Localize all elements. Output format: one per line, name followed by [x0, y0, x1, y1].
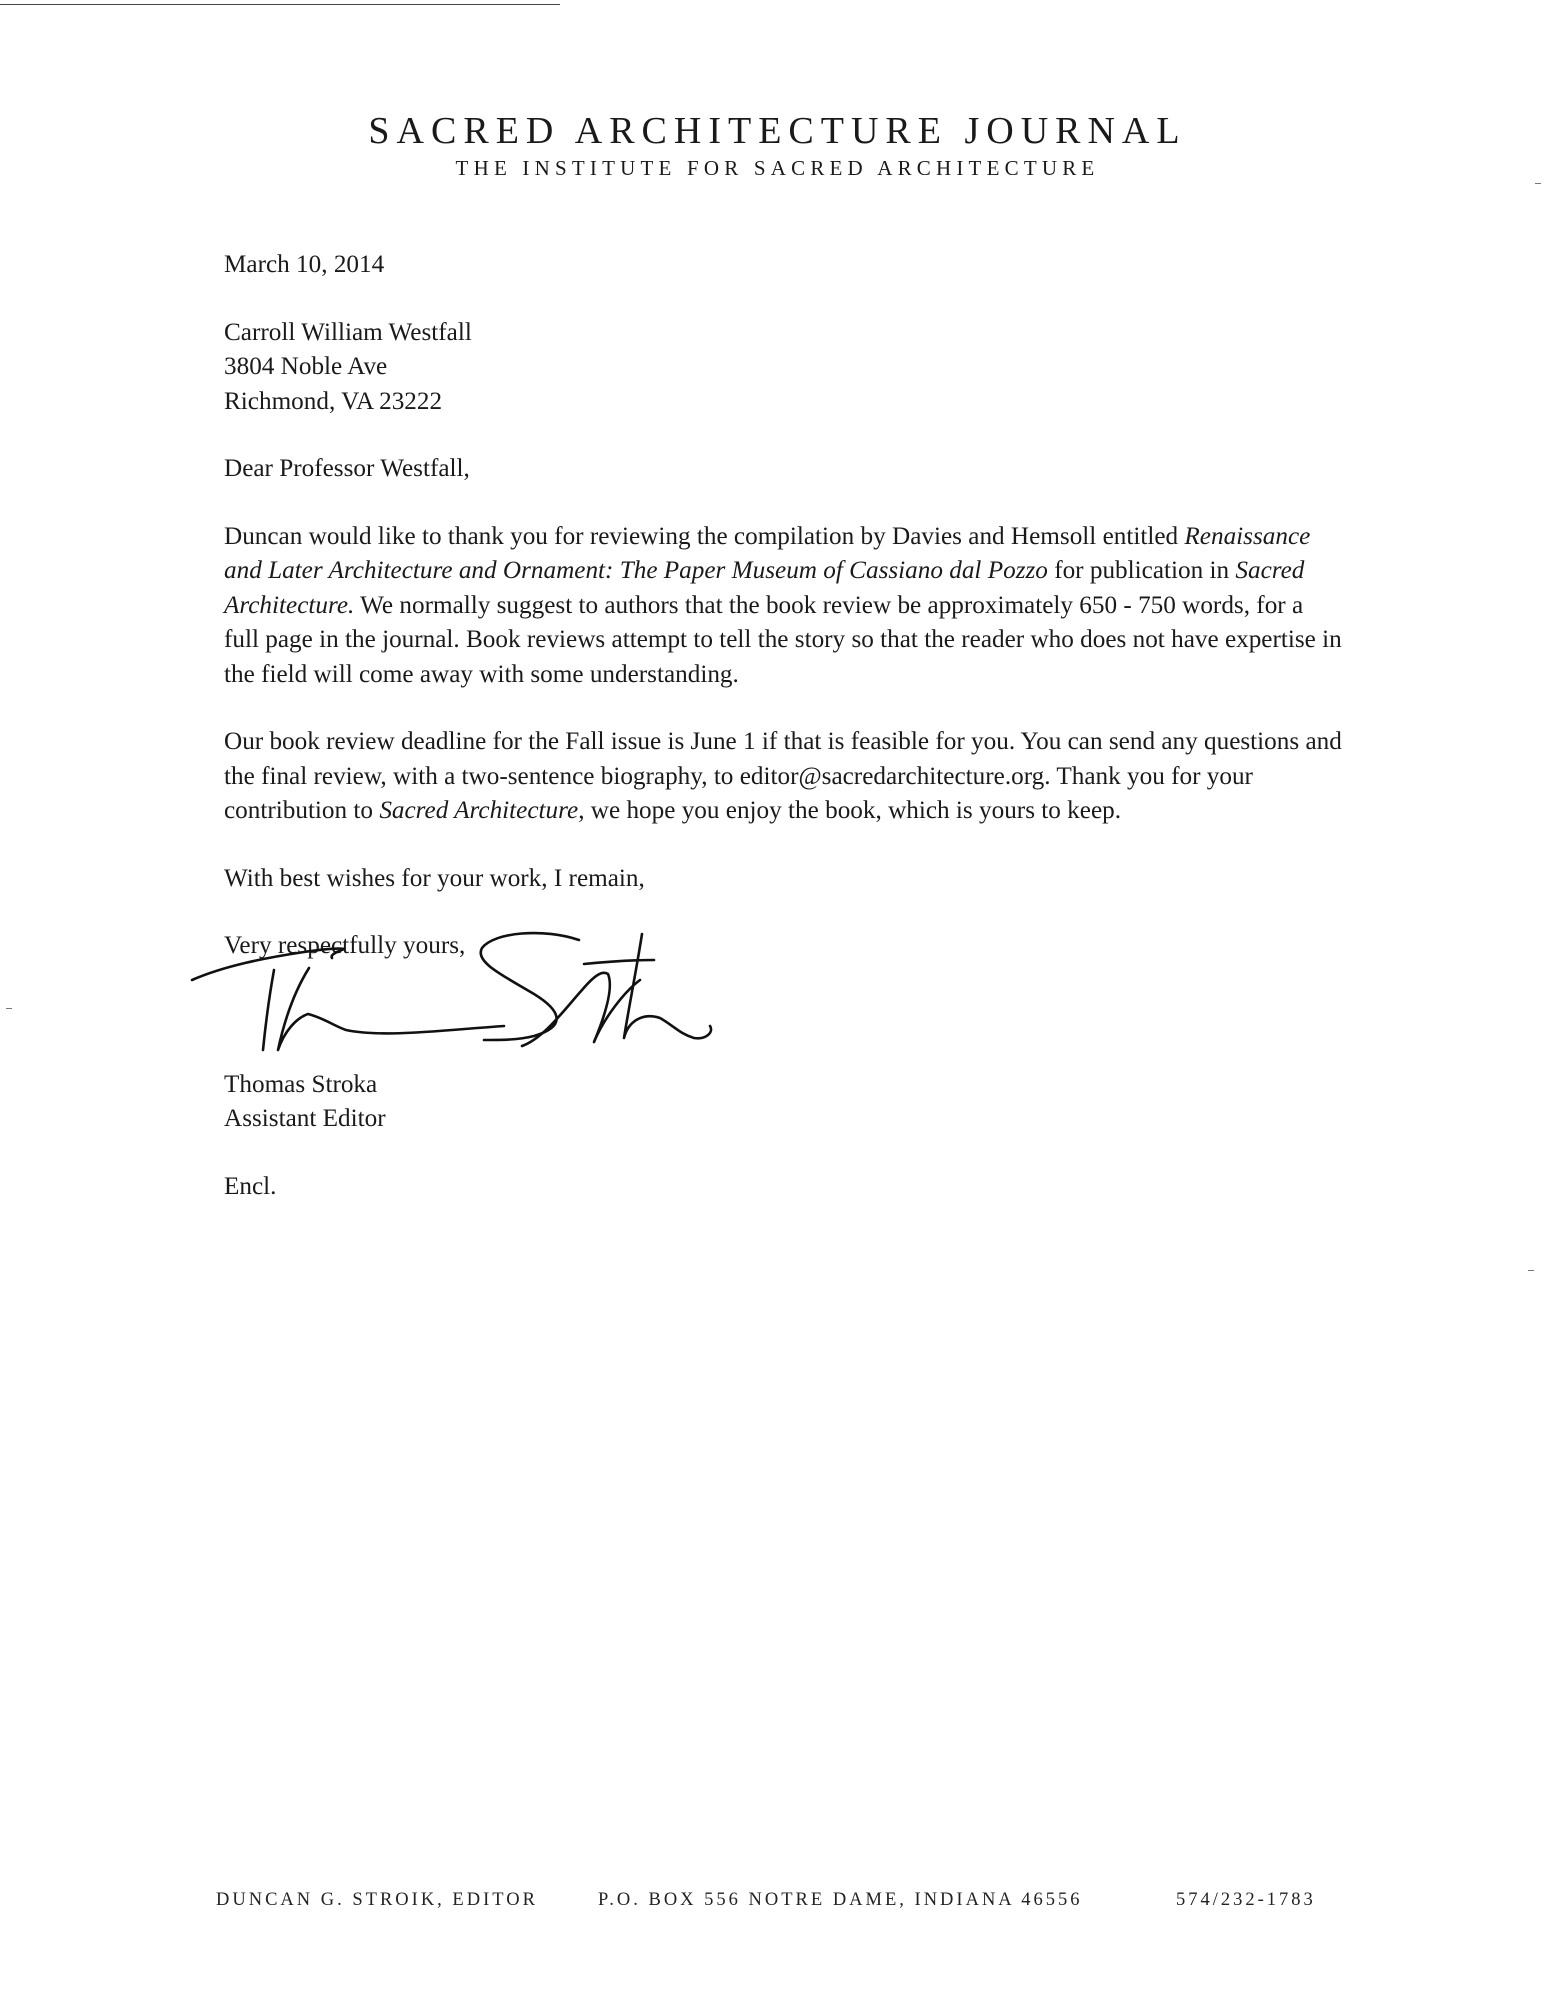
recipient-street: 3804 Noble Ave — [224, 353, 388, 380]
scan-mark — [1535, 183, 1541, 184]
paragraph-1-mid: for publication in — [1047, 557, 1236, 584]
paragraph-2-text-a: Our book review deadline for the Fall issue is June 1 if that is feasible for you. You can send any questions and the final review, with a two-sentence biography, to editor@sacredarchitecture.org. Thank you for your contribution to — [224, 728, 1342, 824]
handwritten-signature — [184, 922, 984, 1092]
signer-title: Assistant Editor — [224, 1105, 386, 1132]
recipient-name: Carroll William Westfall — [224, 318, 472, 346]
closing-line: With best wishes for your work, I remain, — [224, 864, 645, 892]
scan-edge-line — [0, 4, 560, 5]
salutation: Dear Professor Westfall, — [224, 455, 470, 482]
scan-mark — [6, 1008, 12, 1009]
signer-name: Thomas Stroka — [224, 1070, 378, 1098]
institute-subtitle: THE INSTITUTE FOR SACRED ARCHITECTURE — [455, 156, 1100, 180]
complimentary-close: Very respectfully yours, — [224, 932, 466, 959]
recipient-address — [224, 316, 1344, 420]
signature-area — [224, 964, 1344, 1068]
recipient-city: Richmond, VA 23222 — [224, 387, 443, 415]
paragraph-1-rest: We normally suggest to authors that the book review be approximately 650 - 750 words, for a full page in the journal. Book reviews attempt to tell the story so that the reader who does not have expertise in the field will come away with some understanding. — [224, 591, 1342, 688]
footer-editor: DUNCAN G. STROIK, EDITOR — [216, 1890, 538, 1910]
letterhead — [0, 108, 1545, 182]
body-paragraph-2 — [224, 725, 1344, 829]
footer-phone: 574/232-1783 — [1176, 1890, 1316, 1910]
paragraph-2-text-b: , we hope you enjoy the book, which is yours to keep. — [578, 797, 1122, 824]
enclosure-note: Encl. — [224, 1172, 277, 1200]
paragraph-1-intro: Duncan would like to thank you for reviewing the compilation by Davies and Hemsoll entitled — [224, 522, 1185, 550]
journal-title: SACRED ARCHITECTURE JOURNAL — [368, 110, 1187, 152]
journal-name: Sacred Architecture. — [224, 557, 1305, 619]
body-paragraph-1 — [224, 520, 1344, 693]
book-title: Renaissance and Later Architecture and Ornament: The Paper Museum of Cassiano dal Pozzo — [224, 522, 1311, 584]
scan-mark — [1528, 1270, 1534, 1271]
letter-body — [224, 248, 1344, 1204]
footer-address: P.O. BOX 556 NOTRE DAME, INDIANA 46556 — [598, 1890, 1083, 1910]
letter-date: March 10, 2014 — [224, 251, 385, 278]
journal-name: Sacred Architecture — [379, 797, 579, 824]
